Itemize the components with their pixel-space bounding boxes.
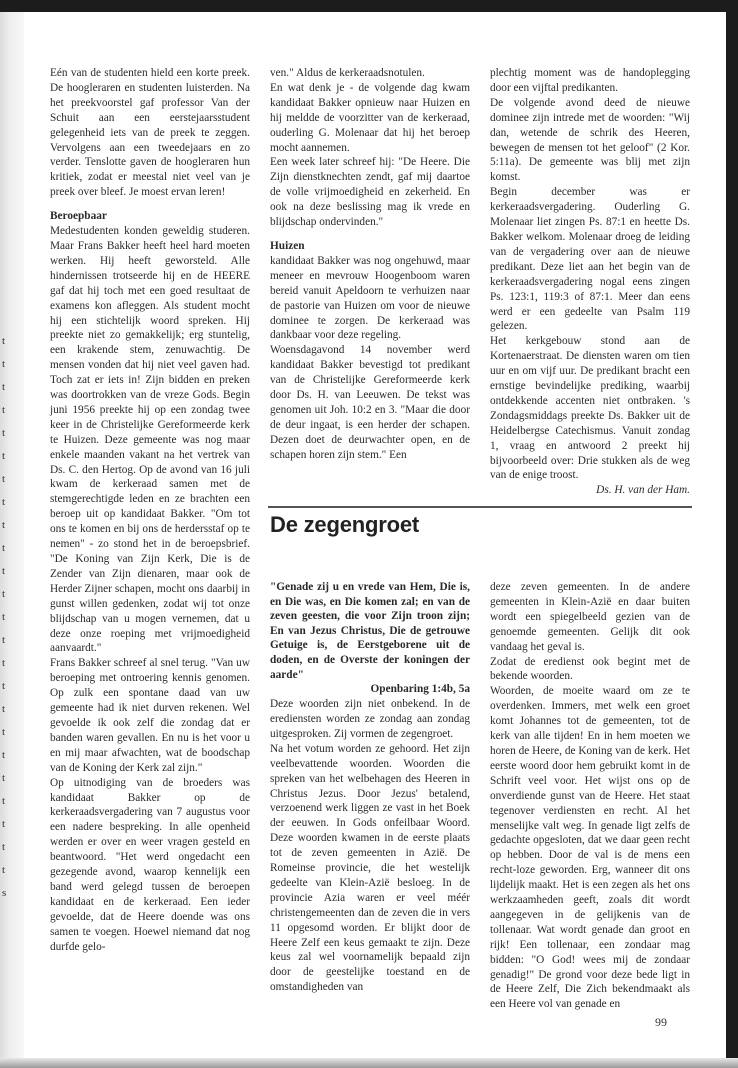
gutter-letter: t bbox=[2, 772, 6, 784]
paragraph: Frans Bakker schreef al snel terug. "Van uw beroeping met ontroering kennis genomen. Op zulk een spontane daad van uw gemeente had ik niet durven rekenen. Wel gevoelde ik ook zelf die zondag dat er banden waren gevallen. En nu is het voor u en mij maar afwachten, wat de boodschap van de Koning der Kerk zal zijn." bbox=[50, 657, 250, 774]
gutter-letter: t bbox=[2, 358, 6, 370]
gutter-letter: s bbox=[2, 887, 7, 899]
paragraph: Begin december was er kerkeraadsvergadering. Ouderling G. Molenaar liet zingen Ps. 87:1 en heette Ds. Bakker welkom. Molenaar droeg de leiding van de vergadering over aan de nieuwe predikant. Deze liet aan het begin van de kerkeraadsvergadering nogal eens zingen Ps. 123:1, 119:3 of 87:1. Meer dan eens werd er een gedeelte van Psalm 119 gelezen. bbox=[490, 186, 690, 333]
page-number: 99 bbox=[655, 1015, 667, 1029]
gutter-letter: t bbox=[2, 542, 6, 554]
author-signature: Ds. H. van der Ham. bbox=[596, 484, 690, 497]
gutter-letter: t bbox=[2, 703, 6, 715]
gutter-letter: t bbox=[2, 680, 6, 692]
gutter-letter: t bbox=[2, 588, 6, 600]
gutter-letter: t bbox=[2, 381, 6, 393]
gutter-letters bbox=[2, 330, 12, 905]
gutter-letter: t bbox=[2, 634, 6, 646]
gutter-letter: t bbox=[2, 565, 6, 577]
gutter-letter: t bbox=[2, 611, 6, 623]
gutter-letter: t bbox=[2, 450, 6, 462]
gutter-letter: t bbox=[2, 795, 6, 807]
paragraph: Het kerkgebouw stond aan de Kortenaerstraat. De diensten waren om tien uur en om vijf uur. De predikant bracht een ernstige bevindelijke prediking, waarbij ontdekkende accenten niet ontbraken. 's Zondagsmiddags preekte Ds. Bakker uit de Heidelbergse Catechismus. Vanuit zondag 1, vraag en antwoord 2 preekt hij bijvoorbeeld over: Drie stukken als de weg van de enige troost. bbox=[490, 335, 690, 482]
zegengroet-column-2 bbox=[490, 580, 690, 1012]
scan-border-bottom bbox=[0, 1058, 738, 1068]
gutter-letter: t bbox=[2, 496, 6, 508]
scan-border-right bbox=[726, 0, 738, 1068]
gutter-letter: t bbox=[2, 519, 6, 531]
scripture-quote: "Genade zij u en vrede van Hem, Die is, en Die was, en Die komen zal; en van de zeven geesten, die voor Zijn troon zijn; En van Jezus Christus, Die de getrouwe Getuige is, de Eerstgeborene uit de doden, en de Overste der koningen der aarde" bbox=[270, 581, 470, 681]
paragraph: Woorden, de moeite waard om ze te overdenken. Immers, met welk een groet komt Johannes tot de gemeenten, tot de kerk van alle tijden! En in hem moeten we horen de Heere, de Koning van de kerk. Het eerste woord door hem gebruikt komt in de Schrift veel voor. Het wijst ons op de onverdiende gunst van de Heere. Het staat tegenover verdiensten en recht. Al het menselijke valt weg. In genade ligt zelfs de gedachte opgesloten, dat we daar geen recht op hebben. Door de val is de mens een recht-loze geworden. Erg, wanneer dit ons lijdelijk maakt. Het is een zegen als het ons werkzaamheden geeft, zoals dit wordt aangegeven in de gelijkenis van de tollenaar. Wat wordt genade dan groot en rijk! Een tollenaar, een zondaar mag bidden: "O God! wees mij de zondaar genadig!" De grond voor deze bede ligt in de Heere Zelf, Die Zich bekendmaakt als een Heere vol van genade en bbox=[490, 685, 690, 1011]
paragraph: Op uitnodiging van de broeders was kandidaat Bakker op de kerkeraadsvergadering van 7 augustus voor een nadere bespreking. In alle openheid werden er over en weer vragen gesteld en beantwoord. "Het werd ongedacht een gezegende avond, waarop kennelijk een band werd gelegd tussen de beroepen kandidaat en de kerkeraad. Een ieder gevoelde, dat de Heere doende was ons samen te voegen. Hoewel niemand dat nog durfde gelo- bbox=[50, 776, 250, 953]
paragraph: Woensdagavond 14 november werd kandidaat Bakker bevestigd tot predikant van de Christelijke Gereformeerde kerk door Ds. H. van Leeuwen. De tekst was genomen uit Joh. 10:2 en 3. "Maar die door de deur ingaat, is een herder der schapen. Dezen doet de deurwachter open, en de schapen horen zijn stem." Een bbox=[270, 344, 470, 461]
article-column-2 bbox=[270, 66, 470, 463]
paragraph: Deze woorden zijn niet onbekend. In de erediensten worden ze zondag aan zondag uitgesproken. Zij vormen de zegengroet. bbox=[270, 698, 470, 740]
paragraph: De volgende avond deed de nieuwe dominee zijn intrede met de woorden: "Wij dan, wetende de schrik des Heeren, bewegen de mensen tot het geloof" (2 Kor. 5:11a). De gemeente was blij met zijn komst. bbox=[490, 96, 690, 184]
article-column-3 bbox=[490, 66, 690, 498]
paragraph: Medestudenten konden geweldig studeren. Maar Frans Bakker heeft heel hard moeten werken. Hij heeft geworsteld. Alle hindernissen trotseerde hij en de HEERE gaf dat hij toch met een goed resultaat de examens kon afleggen. Als student mocht hij een stichtelijk woord spreken. Hij preekte niet zo gemakkelijk; erg stuntelig, een krakende stem, zenuwachtig. De mensen vonden dat hij niet veel gaven had. Toch zat er iets in! Zijn bidden en preken was doortrokken van de vreze Gods. Begin juni 1956 preekte hij op een zondag twee keer in de Christelijke Gereformeerde kerk te Huizen. Deze gemeente was nog maar enkele maanden vakant na het vertrek van Ds. C. den Hertog. Op de avond van 16 juli kwam de kerkeraad samen met de stemgerechtigde leden en ze brachten een beroep uit op kandidaat Bakker. "Om tot ons te komen en bij ons de herdersstaf op te nemen" - zo stond het in de beroepsbrief. "De Koning van Zijn Kerk, Die is de Zender van Zijn dienaren, maar ook de Herder Zijner schapen, mocht ons daarbij in gunst willen gedenken, zodat wij tot onze blijdschap van u mogen vernemen, dat u deze onze roeping met vrijmoedigheid aanvaardt." bbox=[50, 225, 250, 655]
paragraph: ven." Aldus de kerkeraadsnotulen. bbox=[270, 67, 425, 79]
gutter-letter: t bbox=[2, 818, 6, 830]
paragraph: Na het votum worden ze gehoord. Het zijn veelbevattende woorden. Woorden die spreken van het welbehagen des Heeren in Christus Jezus. Door Jezus' betalend, verzoenend werk liggen ze vast in het Boek der eeuwen. In Gods onfeilbaar Woord. Deze woorden kwamen in de eerste plaats tot de zeven gemeenten in Azië. De Romeinse provincie, die het westelijk gedeelte van Klein-Azië besloeg. In de provincie Azia waren er veel méér christengemeenten dan de zeven die in vers 11 opgesomd worden. Er blijkt door de Heere Zelf een keus gemaakt te zijn. Deze keus zal wel voornamelijk bepaald zijn door de geestelijke toestand en de omstandigheden van bbox=[270, 742, 470, 994]
paragraph: En wat denk je - de volgende dag kwam kandidaat Bakker opnieuw naar Huizen en hij meldde de voorzitter van de kerkeraad, ouderling G. Molenaar dat hij het beroep mocht aannemen. bbox=[270, 81, 470, 154]
gutter-letter: t bbox=[2, 864, 6, 876]
gutter-letter: t bbox=[2, 749, 6, 761]
gutter-letter: t bbox=[2, 335, 6, 347]
gutter-letter: t bbox=[2, 404, 6, 416]
paragraph: deze zeven gemeenten. In de andere gemeenten in Klein-Azië en daar buiten wordt een spiegelbeeld gezien van de genoemde gemeenten. Gelijk dit ook vandaag het geval is. bbox=[490, 581, 690, 653]
section-title: De zegengroet bbox=[270, 512, 419, 537]
paragraph: Zodat de eredienst ook begint met de bekende woorden. bbox=[490, 655, 690, 683]
gutter-letter: t bbox=[2, 841, 6, 853]
subheading-huizen: Huizen bbox=[270, 239, 305, 252]
article-column-1 bbox=[50, 66, 250, 954]
gutter-letter: t bbox=[2, 473, 6, 485]
paragraph: Eén van de studenten hield een korte preek. De hoogleraren en studenten luisterden. Na het preekvoorstel gaf professor Van der Schuit aan een eerstejaarsstudent gelegenheid iets van de preek te zeggen. Vervolgens aan een tweedejaars en zo verder. Tenslotte gaven de hoogleraren hun kritiek, zodat er meestal niet veel van je preek over bleef. Je moest ervan leren! bbox=[50, 67, 250, 199]
subheading-beroepbaar: Beroepbaar bbox=[50, 210, 107, 223]
gutter-letter: t bbox=[2, 726, 6, 738]
gutter-letter: t bbox=[2, 657, 6, 669]
zegengroet-column-1 bbox=[270, 580, 470, 995]
scripture-reference: Openbaring 1:4b, 5a bbox=[370, 683, 470, 696]
gutter-letter: t bbox=[2, 427, 6, 439]
scan-border-top bbox=[0, 0, 738, 12]
paragraph: Een week later schreef hij: "De Heere. Die Zijn dienstknechten zendt, gaf mij daartoe de volle vrijmoedigheid en zekerheid. En ook na deze beslissing mag ik vrede en blijdschap ondervinden." bbox=[270, 156, 470, 229]
paragraph: plechtig moment was de handoplegging door een vijftal predikanten. bbox=[490, 67, 690, 94]
section-divider bbox=[268, 506, 692, 508]
paragraph: kandidaat Bakker was nog ongehuwd, maar meneer en mevrouw Hoogenboom waren bereid vanuit Apeldoorn te verhuizen naar de pastorie van Huizen om voor de nieuwe dominee te zorgen. De kerkeraad was dankbaar voor deze regeling. bbox=[270, 254, 470, 342]
